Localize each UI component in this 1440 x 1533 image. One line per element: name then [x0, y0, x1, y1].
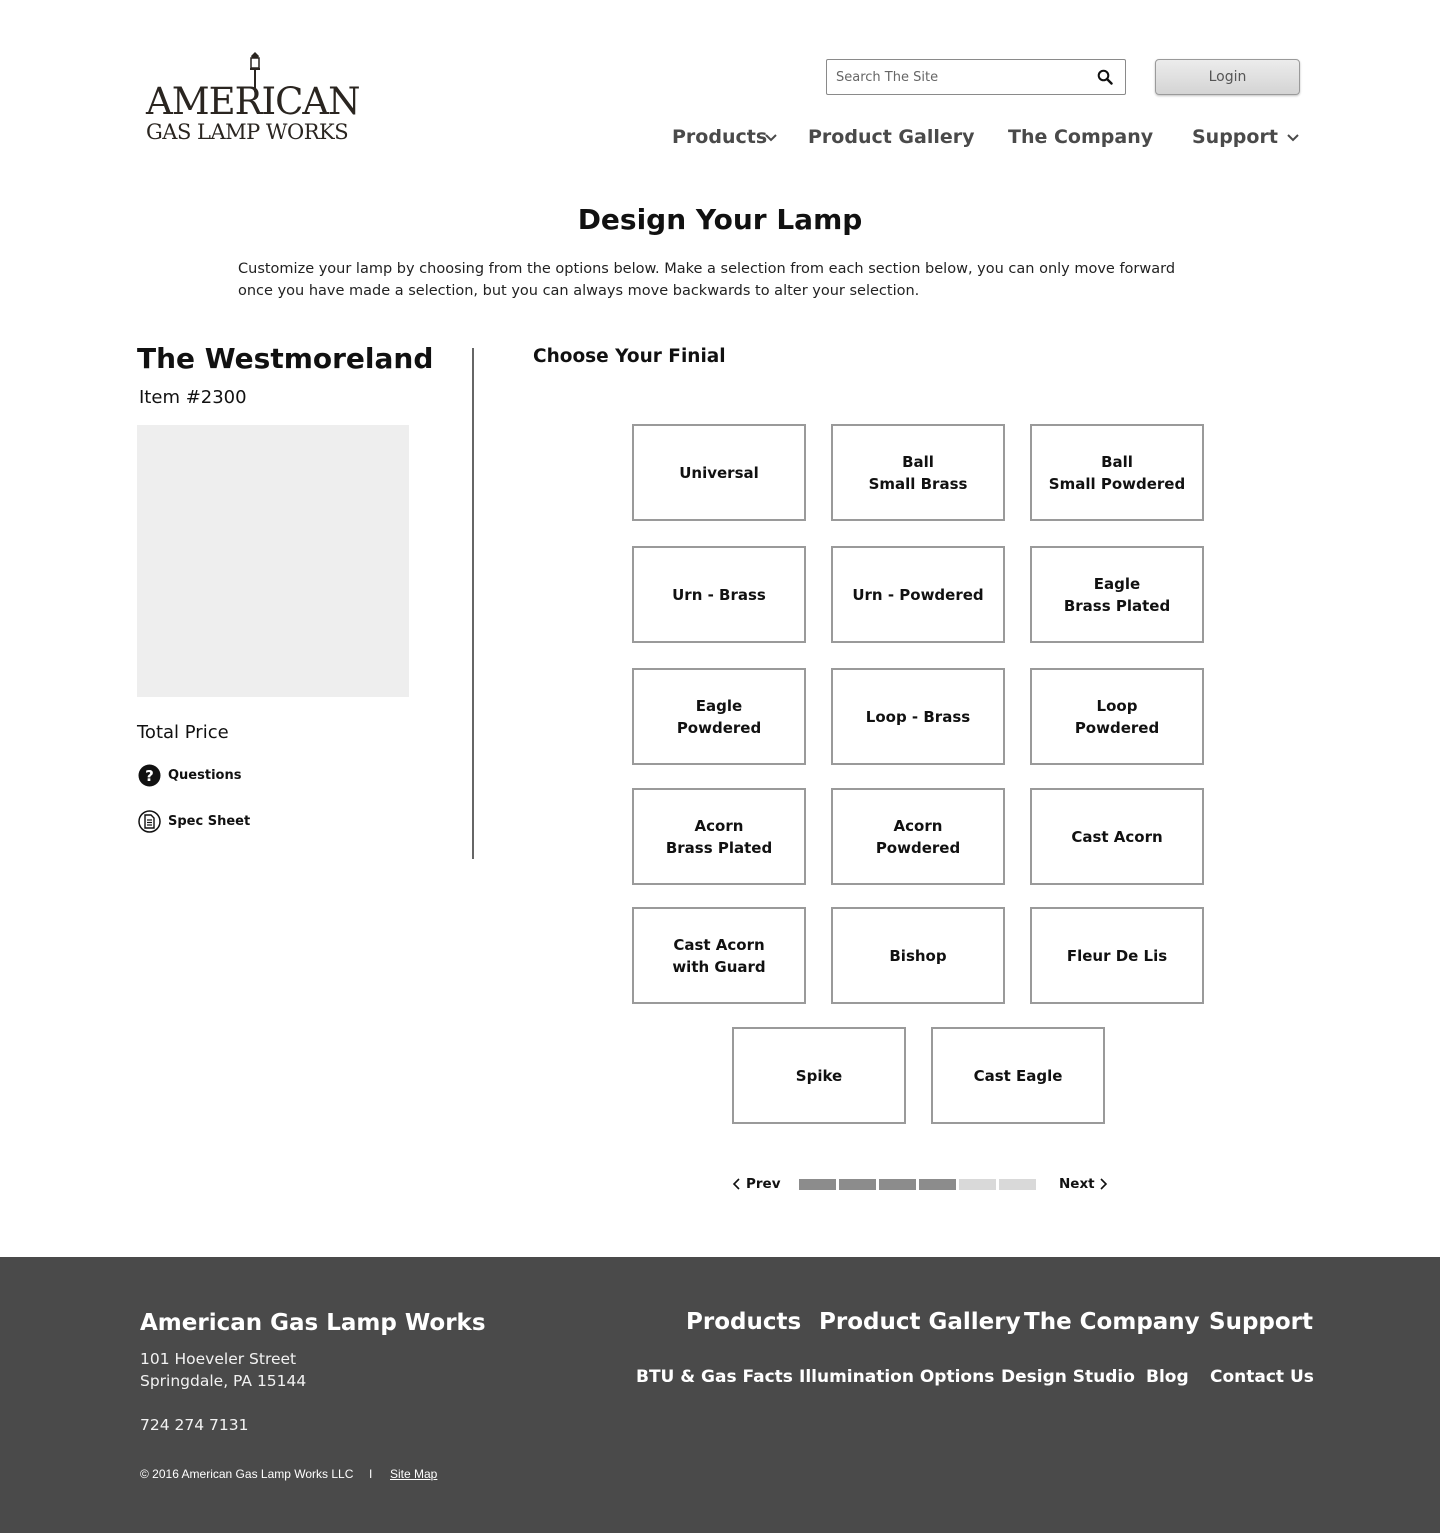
product-name: The Westmoreland [137, 342, 434, 375]
progress-step-complete [799, 1179, 836, 1190]
progress-step-pending [999, 1179, 1036, 1190]
footer-nav-blog[interactable]: Blog [1146, 1367, 1189, 1387]
option-loop-powdered[interactable] [1030, 668, 1204, 765]
option-label: Loop Powdered [1074, 696, 1160, 737]
option-label: Ball Small Brass [868, 452, 968, 493]
next-button[interactable] [1059, 1176, 1108, 1192]
nav-product-gallery[interactable]: Product Gallery [808, 126, 975, 148]
option-bishop[interactable] [831, 907, 1005, 1004]
item-number: Item #2300 [139, 387, 247, 408]
nav-the-company[interactable]: The Company [1008, 126, 1154, 148]
chevron-left-icon [732, 1177, 742, 1191]
svg-text:?: ? [145, 767, 154, 785]
logo-text-gas-lamp-works: GAS LAMP WORKS [146, 120, 349, 144]
option-label: Cast Acorn [1071, 827, 1163, 846]
site-logo[interactable] [146, 52, 360, 152]
option-label: Eagle Powdered [676, 696, 762, 737]
footer-separator: I [369, 1467, 373, 1481]
document-icon [138, 810, 161, 833]
footer-nav-btu-gas-facts[interactable]: BTU & Gas Facts [636, 1367, 793, 1387]
option-label: Urn - Powdered [852, 585, 984, 604]
option-ball-small-powdered[interactable] [1030, 424, 1204, 521]
footer-nav-support[interactable]: Support [1209, 1309, 1314, 1335]
option-label: Cast Eagle [973, 1066, 1063, 1085]
option-cast-eagle[interactable] [931, 1027, 1105, 1124]
spec-sheet-link[interactable] [138, 810, 250, 833]
option-label: Eagle Brass Plated [1063, 574, 1171, 615]
option-urn-powdered[interactable] [831, 546, 1005, 643]
option-loop-brass[interactable] [831, 668, 1005, 765]
step-title: Choose Your Finial [533, 346, 726, 367]
option-eagle-brass-plated[interactable] [1030, 546, 1204, 643]
option-label: Universal [679, 463, 759, 482]
option-label: Ball Small Powdered [1048, 452, 1186, 493]
next-label: Next [1059, 1176, 1095, 1192]
option-urn-brass[interactable] [632, 546, 806, 643]
intro-text: Customize your lamp by choosing from the options below. Make a selection from each section below, you can only move forward once you have made a selection, but you can always move backwards to alter your selection. [238, 261, 1176, 299]
logo-text-american: AMERICAN [146, 80, 360, 123]
footer [0, 1257, 1440, 1533]
step-progress-bar [799, 1179, 1039, 1190]
option-label: Acorn Powdered [875, 816, 961, 857]
option-acorn-powdered[interactable] [831, 788, 1005, 885]
footer-nav-illumination-options[interactable]: Illumination Options [799, 1367, 995, 1387]
option-acorn-brass-plated[interactable] [632, 788, 806, 885]
option-cast-acorn[interactable] [1030, 788, 1204, 885]
footer-address-line1: 101 Hoeveler Street [140, 1350, 297, 1368]
prev-label: Prev [746, 1176, 781, 1192]
spec-sheet-label: Spec Sheet [168, 814, 251, 829]
option-label: Acorn Brass Plated [665, 816, 773, 857]
search-input[interactable] [836, 66, 1086, 88]
footer-copyright: © 2016 American Gas Lamp Works LLC [140, 1467, 354, 1481]
option-spike[interactable] [732, 1027, 906, 1124]
footer-phone: 724 274 7131 [140, 1416, 249, 1434]
total-price-label: Total Price [137, 722, 229, 743]
footer-nav-product-gallery[interactable]: Product Gallery [819, 1309, 1021, 1335]
progress-step-complete [879, 1179, 916, 1190]
option-cast-acorn-with-guard[interactable] [632, 907, 806, 1004]
option-ball-small-brass[interactable] [831, 424, 1005, 521]
product-image-placeholder [137, 425, 409, 697]
questions-label: Questions [168, 768, 242, 783]
option-universal[interactable] [632, 424, 806, 521]
chevron-right-icon [1098, 1177, 1108, 1191]
progress-step-pending [959, 1179, 996, 1190]
nav-support[interactable]: Support [1192, 126, 1278, 148]
question-circle-icon [138, 764, 161, 787]
chevron-down-icon[interactable] [1286, 131, 1300, 145]
prev-button[interactable] [732, 1176, 781, 1192]
footer-nav-contact-us[interactable]: Contact Us [1210, 1367, 1314, 1387]
nav-products[interactable]: Products [672, 126, 768, 148]
footer-address-line2: Springdale, PA 15144 [140, 1372, 307, 1390]
column-divider [472, 348, 474, 859]
footer-nav-products[interactable]: Products [686, 1309, 802, 1335]
progress-step-complete [919, 1179, 956, 1190]
option-label: Loop - Brass [865, 707, 971, 726]
footer-nav-the-company[interactable]: The Company [1024, 1309, 1200, 1335]
page-title: Design Your Lamp [577, 203, 863, 236]
login-button[interactable]: Login [1155, 59, 1300, 95]
footer-brand: American Gas Lamp Works [140, 1310, 486, 1336]
questions-link[interactable] [138, 764, 241, 787]
chevron-down-icon[interactable] [764, 131, 778, 145]
footer-sitemap-link[interactable]: Site Map [390, 1467, 438, 1481]
option-label: Spike [795, 1066, 843, 1085]
option-fleur-de-lis[interactable] [1030, 907, 1204, 1004]
option-label: Fleur De Lis [1066, 946, 1168, 965]
footer-nav-design-studio[interactable]: Design Studio [1001, 1367, 1135, 1387]
search-box [826, 59, 1126, 95]
progress-step-complete [839, 1179, 876, 1190]
option-label: Cast Acorn with Guard [672, 935, 766, 976]
search-icon[interactable] [1097, 69, 1113, 85]
option-label: Urn - Brass [672, 585, 766, 604]
option-label: Bishop [889, 946, 947, 965]
option-eagle-powdered[interactable] [632, 668, 806, 765]
